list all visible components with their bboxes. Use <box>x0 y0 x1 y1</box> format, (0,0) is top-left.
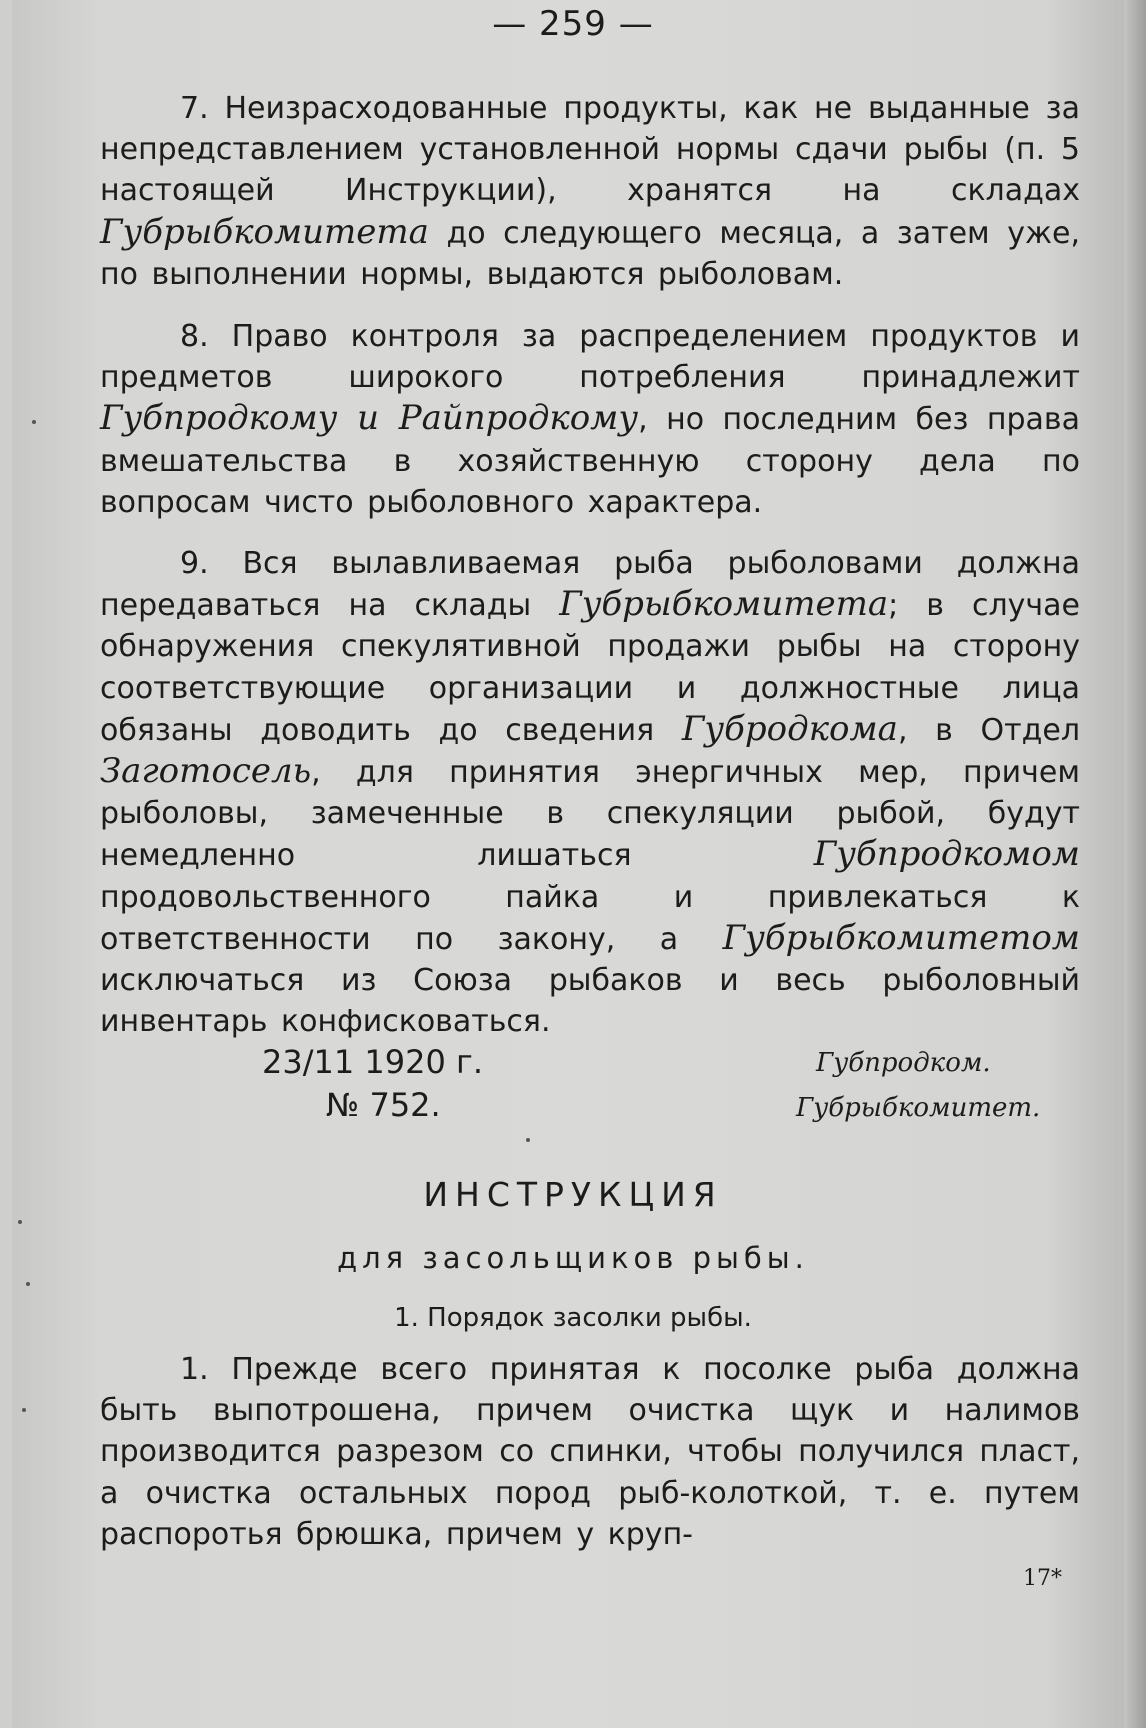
emphasis: Губродкома <box>681 708 898 749</box>
print-speck <box>32 420 36 424</box>
signature-gubprodkom: Губпродком. <box>816 1048 991 1078</box>
print-speck <box>526 1138 530 1142</box>
document-date: 23/11 1920 г. <box>262 1043 483 1081</box>
page-edge <box>1124 0 1146 1728</box>
print-speck <box>26 1282 30 1286</box>
instruction-subtitle: для засольщиков рыбы. <box>337 1241 809 1275</box>
instruction-title: ИНСТРУКЦИЯ <box>423 1175 723 1214</box>
print-speck <box>22 1408 26 1412</box>
section-heading: 1. Порядок засолки рыбы. <box>394 1303 752 1333</box>
page-number: — 259 — <box>492 4 654 44</box>
sheet-signature-mark: 17* <box>1023 1566 1062 1591</box>
emphasis: Заготосель <box>100 751 312 792</box>
emphasis: Губрыбкомитетом <box>722 917 1080 958</box>
paragraph-8: 8. Право контроля за распределением продуктов и предметов широкого потребления принадлежит Губпродкому и Райпродкому, но последним без права вмешательства в хозяйственную сторону дела по вопросам чисто рыболовного характера. <box>100 319 1081 520</box>
document-number: № 752. <box>326 1086 441 1124</box>
print-speck <box>18 1220 22 1224</box>
emphasis: Губпродкому и Райпродкому <box>100 398 639 439</box>
emphasis: Губрыбкомитета <box>100 211 429 252</box>
paragraph-1: 1. Прежде всего принятая к посолке рыба должна быть выпотрошена, причем очистка щук и налимов производится разрезом со спинки, чтобы получился пласт, а очистка остальных пород рыб-колоткой, т. е. путем распоротья брюшка, причем у круп- <box>100 1352 1080 1552</box>
emphasis: Губпродкомом <box>813 834 1080 875</box>
paragraph-9: 9. Вся вылавливаемая рыба рыболовами должна передаваться на склады Губрыбкомитета; в случае обнаружения спекулятивной продажи рыбы на сторону соответствующие организации и должностные лица обязаны доводить до сведения Губродкома, в Отдел Заготосель, для принятия энергичных мер, причем рыболовы, замеченные в спекуляции рыбой, будут немедленно лишаться Губпродкомом продовольственного пайка и привлекаться к ответственности по закону, а Губрыбкомитетом исключаться из Союза рыбаков и весь рыболовный инвентарь конфисковаться. <box>100 546 1080 1040</box>
emphasis: Губрыбкомитета <box>559 584 889 625</box>
signature-gubrybkomitet: Губрыбкомитет. <box>796 1093 1041 1123</box>
paragraph-7: 7. Неизрасходованные продукты, как не выданные за непредставлением установленной нормы сдачи рыбы (п. 5 настоящей Инструкции), хранятся на складах Губрыбкомитета до следующего месяца, а затем уже, по выполнении нормы, выдаются рыболовам. <box>100 91 1080 292</box>
